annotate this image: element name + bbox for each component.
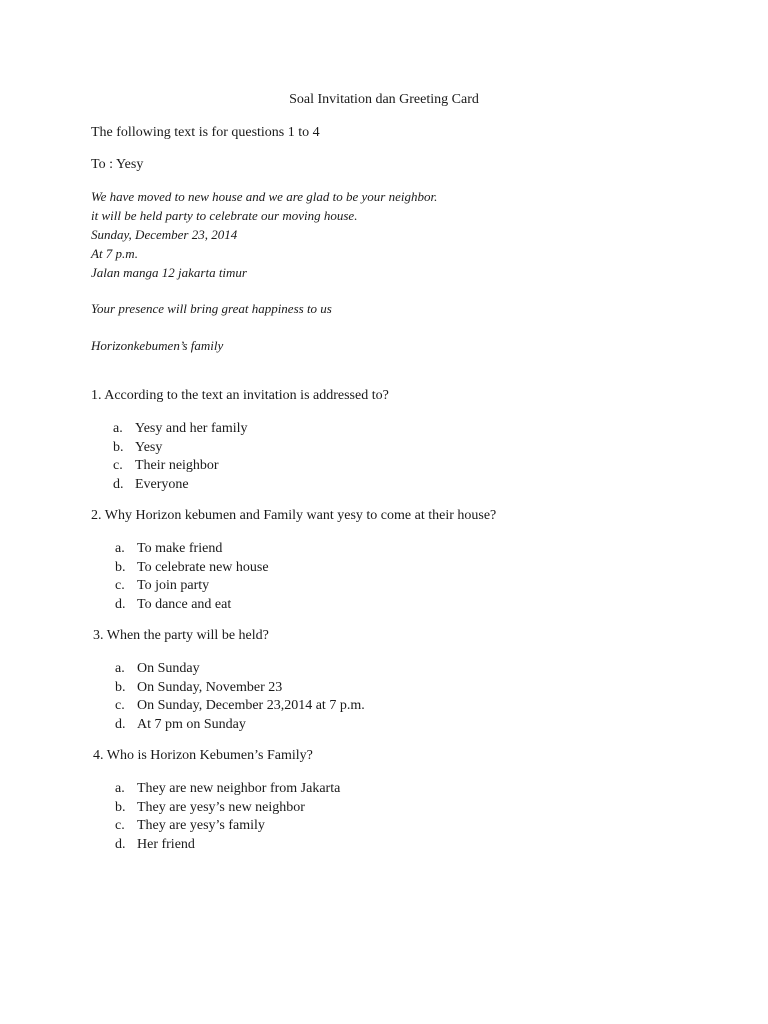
option-text: To dance and eat — [137, 597, 232, 613]
option-letter: d. — [113, 477, 124, 493]
option-text: Yesy and her family — [135, 421, 248, 436]
document-title: Soal Invitation dan Greeting Card — [289, 92, 479, 107]
invitation-address: Jalan manga 12 jakarta timur — [91, 265, 247, 280]
option-letter: d. — [115, 597, 126, 613]
intro-text: The following text is for questions 1 to 4 — [91, 125, 320, 140]
option-text: To join party — [137, 578, 210, 594]
question-2: 2. Why Horizon kebumen and Family want yesy to come at their house? — [91, 508, 497, 523]
option-text: Their neighbor — [135, 458, 219, 474]
recipient-line: To : Yesy — [91, 157, 144, 172]
invitation-date: Sunday, December 23, 2014 — [91, 227, 238, 242]
option-d — [113, 476, 248, 495]
option-letter: c. — [115, 578, 125, 594]
invitation-line: We have moved to new house and we are glad to be your neighbor. — [91, 189, 438, 204]
option-letter: b. — [115, 559, 126, 575]
invitation-body — [91, 187, 437, 282]
option-d — [115, 596, 269, 615]
option-letter: a. — [115, 661, 125, 676]
option-b — [113, 439, 248, 458]
option-text: They are new neighbor from Jakarta — [137, 781, 341, 796]
question-4: 4. Who is Horizon Kebumen’s Family? — [93, 748, 313, 763]
option-text: To make friend — [137, 541, 223, 556]
option-d — [115, 836, 340, 855]
option-text: Everyone — [135, 477, 189, 493]
option-c — [115, 577, 269, 596]
option-a — [113, 420, 248, 439]
question-4-options — [115, 780, 340, 855]
option-d — [115, 716, 365, 735]
option-letter: b. — [115, 799, 126, 815]
option-letter: c. — [115, 698, 125, 714]
option-text: They are yesy’s family — [137, 818, 265, 834]
invitation-presence-line: Your presence will bring great happiness to us — [91, 301, 332, 316]
question-3: 3. When the party will be held? — [93, 628, 269, 643]
option-a — [115, 540, 269, 559]
option-b — [115, 679, 365, 698]
question-1-options — [113, 420, 248, 495]
question-3-options — [115, 660, 365, 735]
invitation-time: At 7 p.m. — [91, 246, 138, 261]
option-b — [115, 559, 269, 578]
option-c — [115, 697, 365, 716]
option-a — [115, 780, 340, 799]
option-letter: c. — [115, 818, 125, 834]
option-text: At 7 pm on Sunday — [137, 717, 246, 733]
option-a — [115, 660, 365, 679]
invitation-signoff: Horizonkebumen’s family — [91, 338, 224, 353]
option-b — [115, 799, 340, 818]
option-letter: a. — [115, 781, 125, 796]
option-letter: d. — [115, 717, 126, 733]
option-c — [113, 457, 248, 476]
option-letter: a. — [113, 421, 123, 436]
option-letter: a. — [115, 541, 125, 556]
question-2-options — [115, 540, 269, 615]
option-text: On Sunday — [137, 661, 200, 676]
question-1: 1. According to the text an invitation is addressed to? — [91, 388, 389, 403]
option-letter: c. — [113, 458, 123, 474]
option-text: Yesy — [135, 439, 163, 455]
option-text: On Sunday, November 23 — [137, 679, 283, 695]
option-text: Her friend — [137, 837, 195, 853]
option-letter: b. — [113, 439, 124, 455]
option-c — [115, 817, 340, 836]
option-text: To celebrate new house — [137, 559, 269, 575]
option-letter: b. — [115, 679, 126, 695]
option-text: On Sunday, December 23,2014 at 7 p.m. — [137, 698, 365, 714]
option-letter: d. — [115, 837, 126, 853]
option-text: They are yesy’s new neighbor — [137, 799, 305, 815]
invitation-line: it will be held party to celebrate our moving house. — [91, 208, 358, 223]
